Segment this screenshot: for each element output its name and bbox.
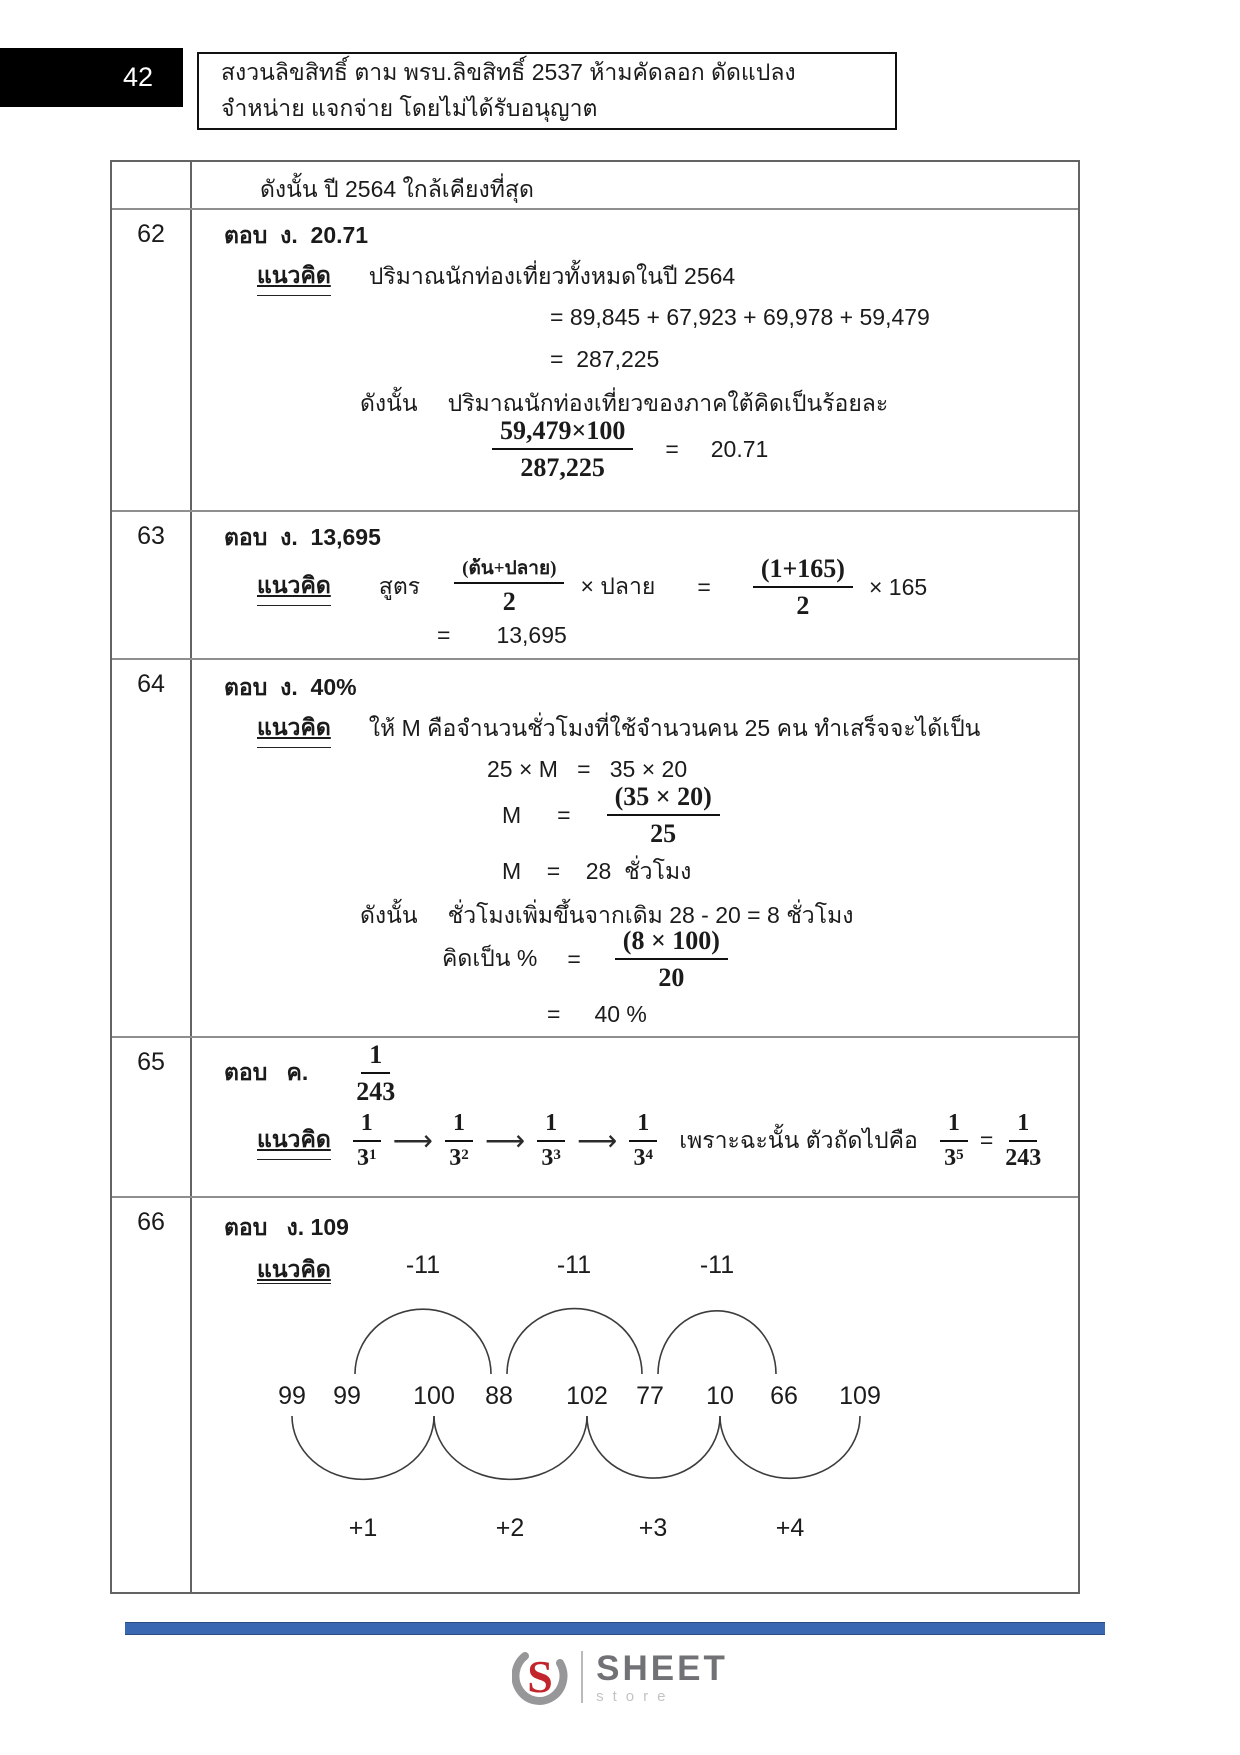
fraction-denominator: 243 — [1005, 1144, 1042, 1171]
therefore-label: ดังนั้น — [360, 390, 418, 416]
answer-line: ตอบ ง. 13,695 — [224, 524, 381, 550]
bottom-diff-label: +1 — [348, 1514, 378, 1542]
answer-table — [110, 160, 1080, 1594]
fraction-term-2 — [445, 1110, 473, 1172]
times-term: × 165 — [868, 573, 928, 600]
top-diff-label: -11 — [699, 1251, 735, 1279]
continuation-text: ดังนั้น ปี 2564 ใกล้เคียงที่สุด — [260, 176, 534, 202]
brand-name: SHEET — [596, 1648, 728, 1688]
brand-subtitle: store — [596, 1687, 675, 1705]
answer-line: ตอบ ง. 20.71 — [224, 222, 369, 248]
fraction-numerator: (8 × 100) — [615, 926, 728, 960]
method-line — [257, 258, 735, 296]
method-label: แนวคิด — [257, 258, 331, 296]
fraction — [492, 416, 633, 482]
fraction-numerator: 1 — [537, 1110, 565, 1142]
result-value: 40 % — [594, 1001, 647, 1027]
method-line — [257, 710, 980, 748]
fraction-term-3 — [537, 1110, 565, 1172]
fraction-numerator: 1 — [940, 1110, 968, 1142]
copyright-notice-box — [197, 52, 897, 130]
fraction — [753, 554, 853, 620]
result-value: 13,695 — [496, 622, 567, 648]
number-sequence-diagram — [192, 1198, 1078, 1592]
bottom-arc — [434, 1416, 587, 1479]
page-number: 42 — [122, 62, 153, 92]
equals-sign: = — [665, 435, 679, 462]
equals-sign: = — [547, 1001, 561, 1027]
sequence-number: 88 — [485, 1382, 513, 1410]
fraction-numerator: 1 — [629, 1110, 657, 1142]
sequence-number: 10 — [706, 1382, 734, 1410]
row-number: 62 — [112, 210, 192, 510]
row-content — [192, 210, 1078, 510]
bottom-diff-label: +4 — [775, 1514, 805, 1542]
row-number: 65 — [112, 1038, 192, 1196]
fraction-term-5 — [940, 1110, 968, 1172]
percent-label: คิดเป็น % — [442, 945, 538, 972]
equals-sign: = — [567, 945, 581, 972]
sequence-number: 102 — [566, 1382, 608, 1410]
answer-line: ตอบ ง. 40% — [224, 674, 357, 700]
sequence-number: 99 — [278, 1382, 306, 1410]
answer-label: ตอบ ค. — [224, 1059, 309, 1086]
svg-text:S: S — [527, 1651, 553, 1702]
therefore-text: ชั่วโมงเพิ่มขึ้นจากเดิม 28 - 20 = 8 ชั่วโมง — [447, 902, 854, 928]
formula-line — [257, 554, 927, 620]
row-content — [192, 1198, 1078, 1592]
sequence-number: 109 — [839, 1382, 881, 1410]
fraction-numerator: (1+165) — [753, 554, 853, 588]
fraction-denominator: 20 — [658, 963, 685, 993]
sequence-number: 66 — [770, 1382, 798, 1410]
bottom-arc — [292, 1416, 434, 1479]
fraction — [454, 558, 564, 616]
fraction-denominator: $3^3$ — [541, 1144, 561, 1171]
method-label: แนวคิด — [257, 710, 331, 748]
bottom-arc — [720, 1416, 860, 1478]
footer-accent-bar — [125, 1622, 1105, 1635]
sequence-number: 77 — [636, 1382, 664, 1410]
result-fraction — [1005, 1110, 1041, 1172]
equals-sign: = — [437, 622, 451, 648]
therefore-text: ปริมาณนักท่องเที่ยวของภาคใต้คิดเป็นร้อยละ — [447, 390, 889, 416]
logo-text — [596, 1648, 728, 1705]
fraction-numerator: 1 — [445, 1110, 473, 1142]
therefore-label: ดังนั้น — [360, 902, 418, 928]
sequence-number: 100 — [413, 1382, 455, 1410]
sheet-store-logo-icon — [512, 1647, 568, 1707]
answer-line: ตอบ ง. 109 — [224, 1214, 349, 1240]
row-number: 63 — [112, 512, 192, 658]
table-row-66 — [112, 1198, 1078, 1592]
logo-divider — [581, 1651, 583, 1703]
fraction-denominator: 25 — [650, 819, 677, 849]
variable-m: M — [502, 801, 522, 828]
fraction-denominator: $3^5$ — [944, 1144, 964, 1171]
fraction-equation — [442, 926, 728, 992]
times-term: × ปลาย — [580, 573, 656, 600]
fraction-denominator: $3^1$ — [357, 1144, 377, 1171]
row-content — [192, 1038, 1078, 1196]
fraction — [607, 782, 720, 848]
method-text: ให้ M คือจำนวนชั่วโมงที่ใช้จำนวนคน 25 คน ทำเสร็จจะได้เป็น — [368, 715, 981, 741]
sequence-number: 99 — [333, 1382, 361, 1410]
fraction-denominator: $3^4$ — [633, 1144, 653, 1171]
method-label: แนวคิด — [257, 568, 331, 606]
fraction-equation — [492, 416, 768, 482]
method-label: แนวคิด — [257, 1122, 331, 1160]
table-row-65 — [112, 1038, 1078, 1198]
bottom-diff-label: +2 — [495, 1514, 525, 1542]
fraction-denominator: 2 — [796, 591, 810, 621]
table-row-64 — [112, 660, 1078, 1038]
equation-line: 25 × M = 35 × 20 — [487, 756, 688, 782]
fraction-denominator: 2 — [502, 587, 516, 617]
method-line — [257, 1110, 1041, 1172]
fraction-term-4 — [629, 1110, 657, 1172]
bottom-diff-label: +3 — [638, 1514, 668, 1542]
right-arrow-icon: ⟶ — [577, 1124, 618, 1156]
equation-line: M = 28 ชั่วโมง — [502, 858, 692, 884]
top-arc — [355, 1309, 491, 1374]
top-arc — [658, 1311, 776, 1374]
equals-sign: = — [697, 573, 711, 600]
top-diff-label: -11 — [556, 1251, 592, 1279]
result-value: 20.71 — [710, 435, 769, 462]
fraction-numerator: 1 — [1009, 1110, 1037, 1142]
fraction-denominator: 243 — [356, 1077, 396, 1107]
answer-line — [224, 1040, 395, 1106]
table-row-63 — [112, 512, 1078, 660]
method-label: แนวคิด — [257, 1256, 331, 1282]
equation-line: = 89,845 + 67,923 + 69,978 + 59,479 — [550, 304, 930, 330]
copyright-text: สงวนลิขสิทธิ์ ตาม พรบ.ลิขสิทธิ์ 2537 ห้ามคัดลอก ดัดแปลง จำหน่าย แจกจ่าย โดยไม่ได้รับอนุญาต — [221, 59, 796, 121]
top-arc — [507, 1309, 642, 1374]
result-line — [437, 622, 567, 649]
row-content — [192, 512, 1078, 658]
row-number: 66 — [112, 1198, 192, 1592]
fraction-equation — [502, 782, 720, 848]
row-number: 64 — [112, 660, 192, 1036]
right-arrow-icon: ⟶ — [392, 1124, 433, 1156]
fraction-denominator: 287,225 — [520, 453, 605, 483]
fraction — [615, 926, 728, 992]
page-number-box — [0, 48, 183, 107]
table-row-continuation — [112, 162, 1078, 210]
row-content — [192, 660, 1078, 1036]
top-diff-label: -11 — [405, 1251, 441, 1279]
conclusion-text: เพราะฉะนั้น ตัวถัดไปคือ — [679, 1126, 918, 1153]
method-text: ปริมาณนักท่องเที่ยวทั้งหมดในปี 2564 — [368, 263, 736, 289]
fraction-term-1 — [353, 1110, 381, 1172]
result-line — [547, 1001, 647, 1028]
equals-sign: = — [979, 1127, 994, 1154]
table-row-62 — [112, 210, 1078, 512]
sheet-store-logo — [0, 1644, 1240, 1710]
equals-sign: = — [557, 801, 571, 828]
bottom-arc — [587, 1416, 720, 1478]
formula-label: สูตร — [378, 573, 421, 600]
fraction-denominator: $3^2$ — [449, 1144, 469, 1171]
row-content — [192, 162, 1078, 208]
fraction-numerator: (35 × 20) — [607, 782, 720, 816]
fraction-numerator: 59,479×100 — [492, 416, 633, 450]
equation-line: = 287,225 — [550, 346, 660, 372]
fraction-numerator: (ต้น+ปลาย) — [454, 558, 564, 584]
fraction-numerator: 1 — [361, 1040, 390, 1074]
fraction-numerator: 1 — [353, 1110, 381, 1142]
answer-fraction — [356, 1040, 395, 1106]
row-number-cell — [112, 162, 192, 208]
right-arrow-icon: ⟶ — [484, 1124, 526, 1156]
